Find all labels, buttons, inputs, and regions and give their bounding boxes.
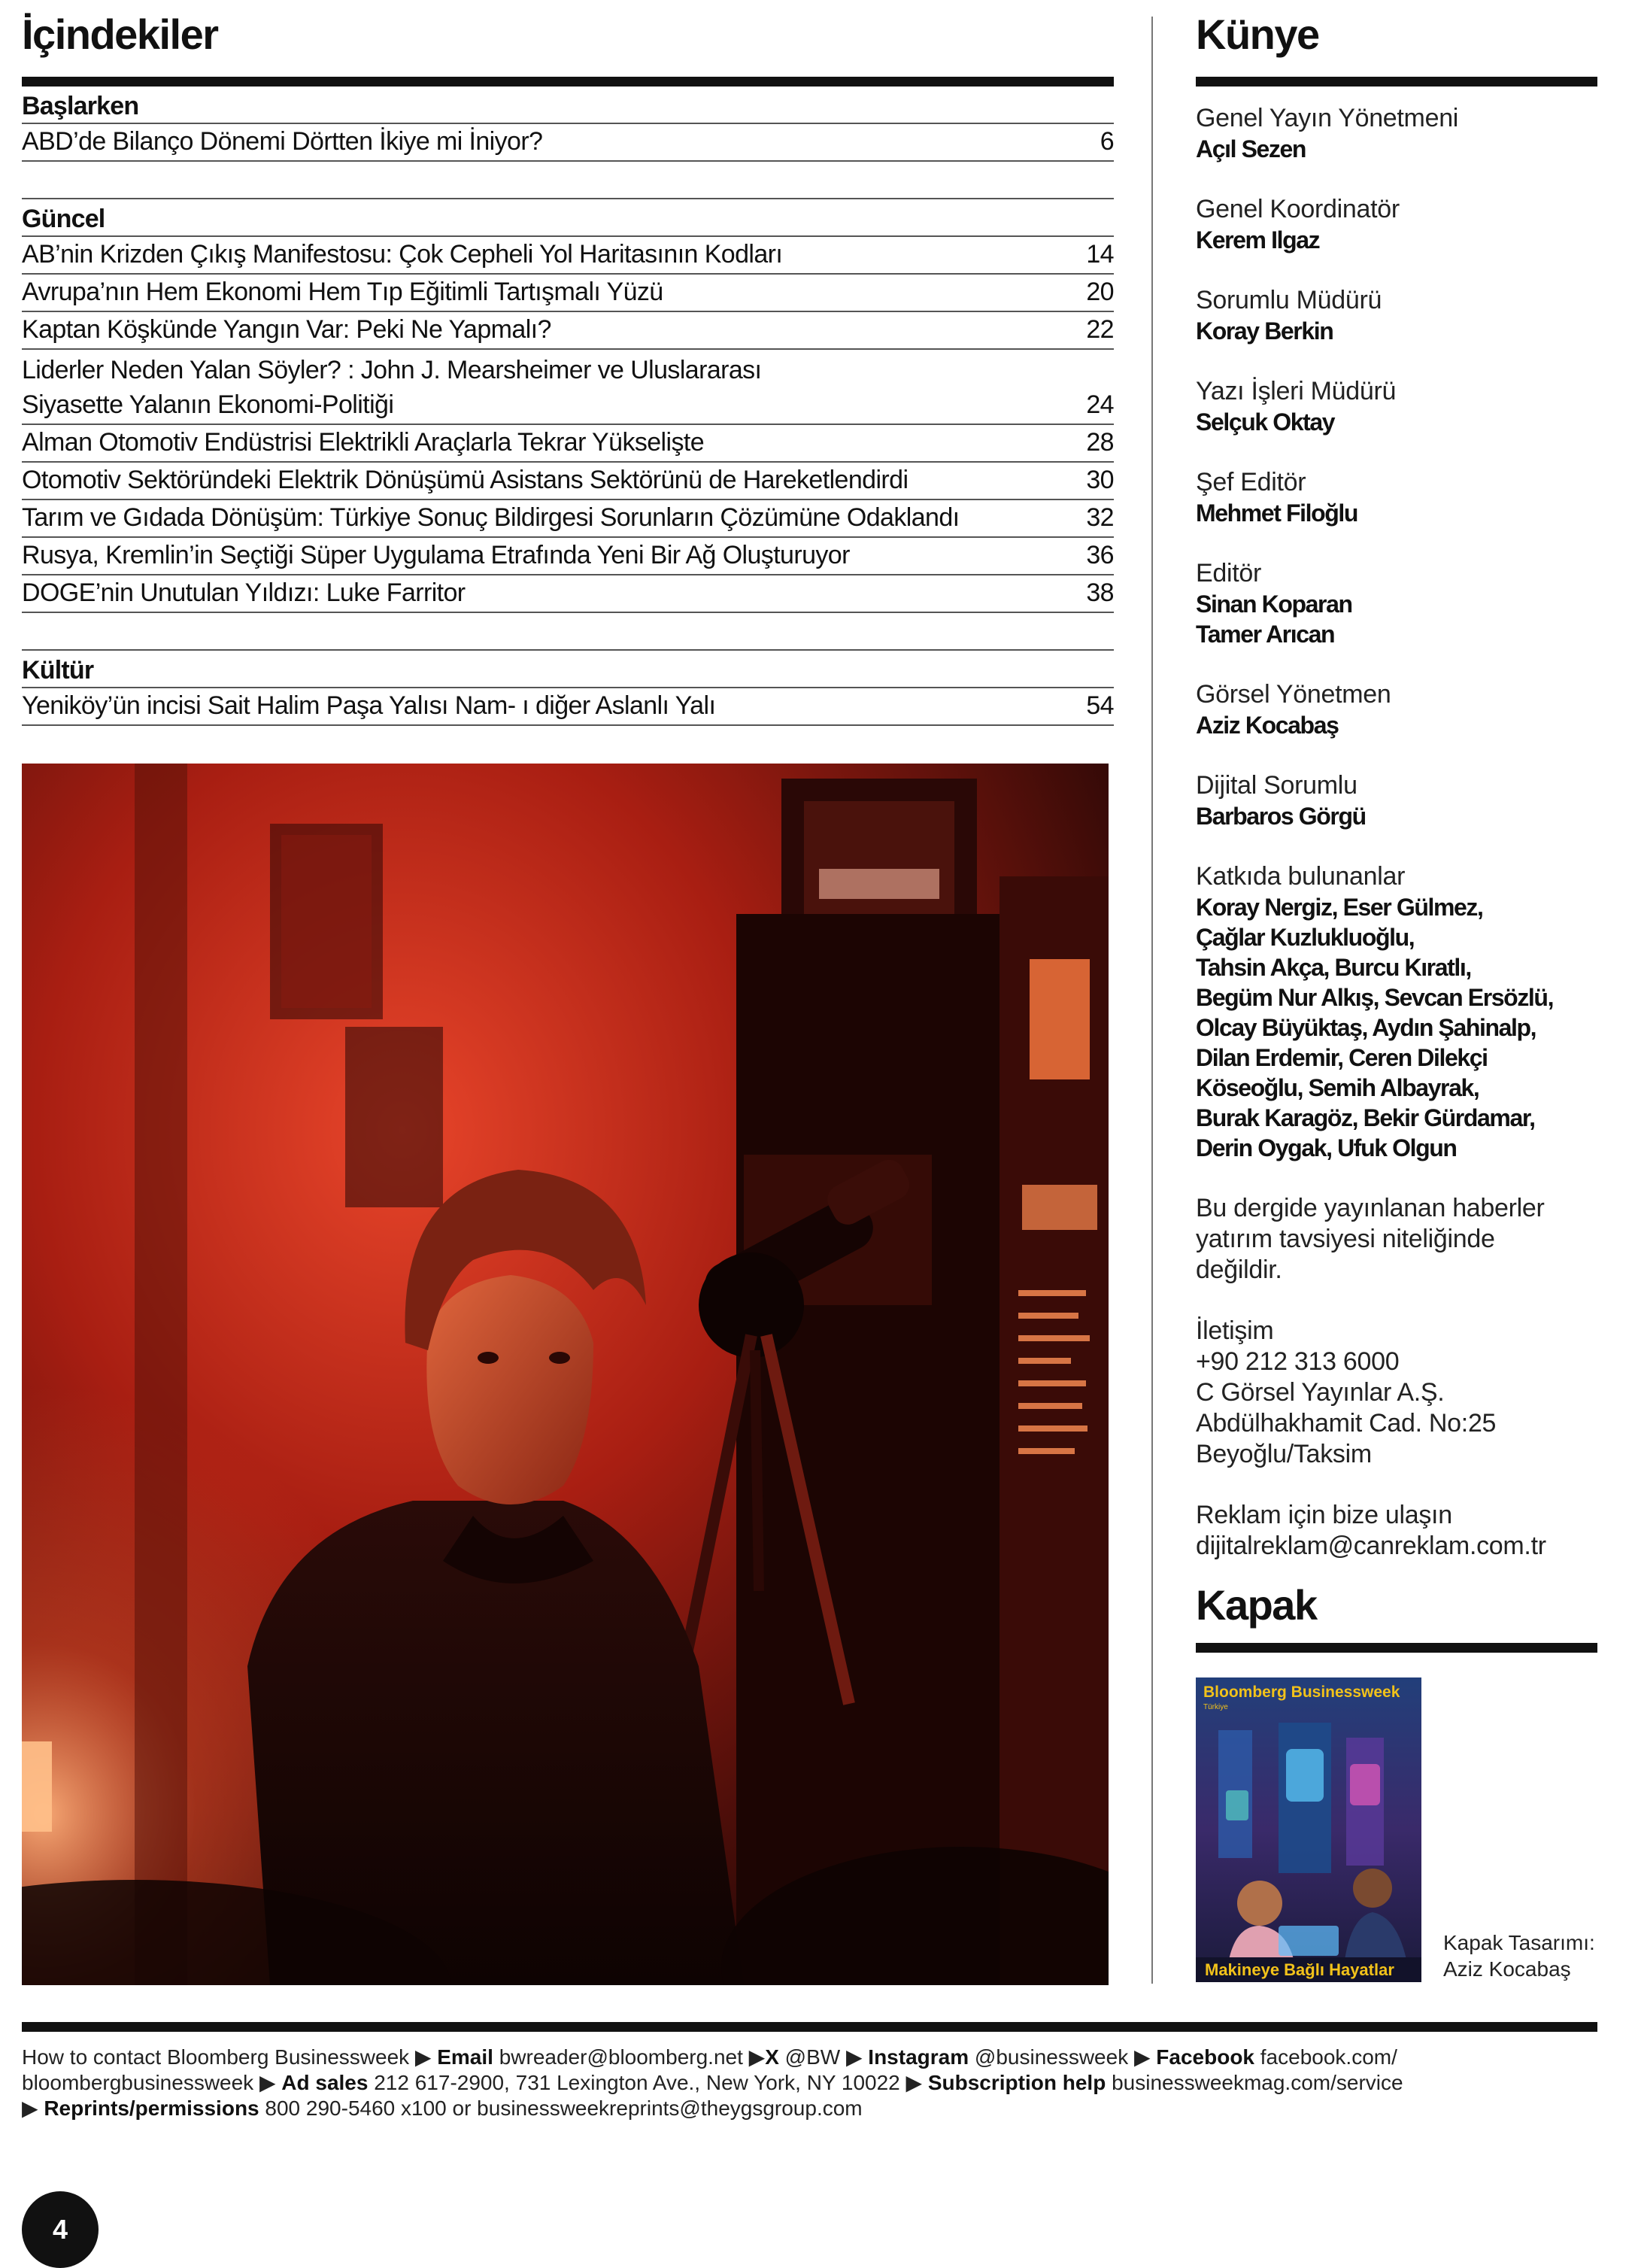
toc-entry-title	[22, 353, 1069, 422]
ads-info	[1196, 1500, 1597, 1562]
toc-entry-page: 20	[1086, 278, 1114, 306]
contact-intro: How to contact Bloomberg Businessweek ▶	[22, 2045, 438, 2069]
staff-name: Barbaros Görgü	[1196, 803, 1366, 830]
toc-entry-page: 32	[1086, 503, 1114, 532]
staff-entry	[1196, 103, 1597, 164]
section-heading-guncel: Güncel	[22, 199, 1114, 237]
contact-line-2	[22, 2070, 1597, 2096]
contact-line-3	[22, 2096, 1597, 2121]
subscription-label: Subscription help	[927, 2071, 1106, 2094]
cover-credit-name: Aziz Kocabaş	[1443, 1957, 1571, 1981]
toc-entry-page: 30	[1086, 466, 1114, 494]
section-heading-baslarken: Başlarken	[22, 87, 1114, 124]
contributors-line: Koray Nergiz, Eser Gülmez,	[1196, 894, 1483, 921]
contact-phone[interactable]: +90 212 313 6000	[1196, 1347, 1400, 1376]
contact-label: İletişim	[1196, 1316, 1274, 1345]
feature-photo	[22, 764, 1109, 1985]
ads-label: Reklam için bize ulaşın	[1196, 1501, 1452, 1529]
staff-entry	[1196, 194, 1597, 255]
column-divider	[1151, 17, 1153, 1984]
toc-entry-page: 6	[1100, 127, 1114, 156]
contributors-line: Köseoğlu, Semih Albayrak,	[1196, 1074, 1479, 1101]
cover-credit-label: Kapak Tasarımı:	[1443, 1931, 1595, 1954]
toc-entry-page: 14	[1086, 240, 1114, 269]
instagram-link[interactable]: @businessweek ▶	[969, 2045, 1157, 2069]
disclaimer-line: yatırım tavsiyesi niteliğinde	[1196, 1225, 1495, 1253]
staff-role: Şef Editör	[1196, 468, 1306, 496]
cover-brand-text: Bloomberg Businessweek	[1203, 1684, 1400, 1701]
staff-entry	[1196, 285, 1597, 346]
staff-entry	[1196, 558, 1597, 649]
toc-entry-title: Otomotiv Sektöründeki Elektrik Dönüşümü Asistans Sektörünü de Hareketlendirdi	[22, 466, 909, 494]
contributors-label: Katkıda bulunanlar	[1196, 862, 1406, 891]
imprint-title-rule	[1196, 77, 1597, 87]
contributors-line: Dilan Erdemir, Ceren Dilekçi	[1196, 1044, 1488, 1071]
staff-name: Açıl Sezen	[1196, 135, 1306, 162]
cover-headline-text: Makineye Bağlı Hayatlar	[1205, 1960, 1394, 1979]
disclaimer-line: Bu dergide yayınlanan haberler	[1196, 1194, 1545, 1222]
staff-role: Yazı İşleri Müdürü	[1196, 377, 1397, 405]
facebook-link-cont[interactable]: bloombergbusinessweek ▶	[22, 2071, 282, 2094]
reprints-label: Reprints/permissions	[44, 2096, 259, 2120]
staff-name: Aziz Kocabaş	[1196, 712, 1339, 739]
disclaimer	[1196, 1193, 1597, 1286]
cover-credit	[1443, 1929, 1595, 1982]
section-divider	[22, 162, 1114, 199]
staff-name: Mehmet Filoğlu	[1196, 499, 1358, 527]
cover-title-rule	[1196, 1643, 1597, 1653]
toc-entry[interactable]	[22, 688, 1114, 726]
facebook-label: Facebook	[1156, 2045, 1254, 2069]
staff-entry	[1196, 376, 1597, 437]
staff-name: Koray Berkin	[1196, 317, 1333, 345]
ad-sales-value: 212 617-2900, 731 Lexington Ave., New York, NY 10022 ▶	[368, 2071, 928, 2094]
imprint-title: Künye	[1196, 11, 1319, 58]
toc-entry[interactable]	[22, 350, 1114, 425]
toc-entry-title: DOGE’nin Unutulan Yıldızı: Luke Farritor	[22, 578, 466, 607]
imprint	[1196, 8, 1597, 1653]
toc-entry-title: ABD’de Bilanço Dönemi Dörtten İkiye mi İniyor?	[22, 127, 543, 156]
toc-entry-page: 54	[1086, 691, 1114, 720]
ad-sales-label: Ad sales	[281, 2071, 369, 2094]
contributors-line: Çağlar Kuzlukluoğlu,	[1196, 924, 1415, 951]
x-handle-link[interactable]: @BW ▶	[778, 2045, 869, 2069]
toc-entry[interactable]	[22, 124, 1114, 162]
staff-entry	[1196, 770, 1597, 831]
toc-entry-title: Tarım ve Gıdada Dönüşüm: Türkiye Sonuç Bildirgesi Sorunların Çözümüne Odaklandı	[22, 503, 960, 532]
contact-line: C Görsel Yayınlar A.Ş.	[1196, 1378, 1445, 1407]
x-label: X	[765, 2045, 779, 2069]
staff-role: Görsel Yönetmen	[1196, 680, 1391, 709]
toc-entry-title-line1: Liderler Neden Yalan Söyler? : John J. Mearsheimer ve Uluslararası	[22, 356, 762, 384]
reprints-value: 800 290-5460 x100 or businessweekreprints@theygsgroup.com	[259, 2096, 863, 2120]
toc-entry-page: 24	[1086, 390, 1114, 419]
staff-entry	[1196, 679, 1597, 740]
contributors	[1196, 861, 1597, 1163]
arrow-icon: ▶	[22, 2096, 44, 2120]
staff-name: Kerem Ilgaz	[1196, 226, 1320, 254]
disclaimer-line: değildir.	[1196, 1255, 1282, 1284]
email-link[interactable]: bwreader@bloomberg.net ▶	[493, 2045, 766, 2069]
section-divider	[22, 613, 1114, 651]
toc-entry[interactable]	[22, 538, 1114, 575]
footer-rule	[22, 2022, 1597, 2032]
toc-entry-page: 22	[1086, 315, 1114, 344]
staff-name: Selçuk Oktay	[1196, 408, 1335, 436]
section-heading-kultur: Kültür	[22, 651, 1114, 688]
toc-entry-title-line2: Siyasette Yalanın Ekonomi-Politiği	[22, 390, 394, 419]
facebook-link[interactable]: facebook.com/	[1254, 2045, 1397, 2069]
contributors-line: Olcay Büyüktaş, Aydın Şahinalp,	[1196, 1014, 1536, 1041]
toc-entry-page: 28	[1086, 428, 1114, 457]
toc-entry[interactable]	[22, 312, 1114, 350]
contact-line-1	[22, 2045, 1597, 2070]
toc-entry-title: AB’nin Krizden Çıkış Manifestosu: Çok Cepheli Yol Haritasının Kodları	[22, 240, 783, 269]
toc-entry-title: Rusya, Kremlin’in Seçtiği Süper Uygulama Etrafında Yeni Bir Ağ Oluşturuyor	[22, 541, 850, 569]
toc-entry[interactable]	[22, 575, 1114, 613]
toc-entry[interactable]	[22, 425, 1114, 463]
staff-name: Tamer Arıcan	[1196, 621, 1335, 648]
toc-entry-title: Yeniköy’ün incisi Sait Halim Paşa Yalısı Nam- ı diğer Aslanlı Yalı	[22, 691, 716, 720]
staff-name: Sinan Koparan	[1196, 591, 1352, 618]
contact-info	[1196, 1316, 1597, 1470]
staff-role: Editör	[1196, 559, 1262, 587]
toc-entry-page: 38	[1086, 578, 1114, 607]
subscription-link[interactable]: businessweekmag.com/service	[1106, 2071, 1403, 2094]
cover-edition-text: Türkiye	[1203, 1703, 1228, 1711]
contributors-line: Begüm Nur Alkış, Sevcan Ersözlü,	[1196, 984, 1554, 1011]
toc-title: İçindekiler	[22, 11, 218, 58]
contact-footer	[22, 2045, 1597, 2121]
instagram-label: Instagram	[868, 2045, 969, 2069]
page-number-badge: 4	[22, 2191, 99, 2268]
toc-entry-title: Alman Otomotiv Endüstrisi Elektrikli Araçlarla Tekrar Yükselişte	[22, 428, 705, 457]
cover-section-title: Kapak	[1196, 1581, 1317, 1629]
toc-entry[interactable]	[22, 500, 1114, 538]
staff-role: Dijital Sorumlu	[1196, 771, 1357, 800]
staff-role: Genel Koordinatör	[1196, 195, 1400, 223]
toc-entry-page: 36	[1086, 541, 1114, 569]
toc-entry-title: Avrupa’nın Hem Ekonomi Hem Tıp Eğitimli Tartışmalı Yüzü	[22, 278, 663, 306]
contact-line: Abdülhakhamit Cad. No:25	[1196, 1409, 1497, 1438]
toc-entry[interactable]	[22, 463, 1114, 500]
toc-entry[interactable]	[22, 237, 1114, 275]
toc-entry-title: Kaptan Köşkünde Yangın Var: Peki Ne Yapmalı?	[22, 315, 551, 344]
cover-thumbnail[interactable]	[1196, 1677, 1421, 1982]
table-of-contents	[22, 8, 1114, 726]
staff-entry	[1196, 467, 1597, 528]
toc-title-rule	[22, 77, 1114, 87]
staff-role: Sorumlu Müdürü	[1196, 286, 1382, 314]
email-label: Email	[437, 2045, 493, 2069]
contributors-line: Burak Karagöz, Bekir Gürdamar,	[1196, 1104, 1535, 1131]
contributors-line: Derin Oygak, Ufuk Olgun	[1196, 1134, 1457, 1161]
toc-entry[interactable]	[22, 275, 1114, 312]
contributors-line: Tahsin Akça, Burcu Kıratlı,	[1196, 954, 1471, 981]
staff-role: Genel Yayın Yönetmeni	[1196, 104, 1459, 132]
ads-email-link[interactable]: dijitalreklam@canreklam.com.tr	[1196, 1532, 1546, 1560]
contact-line: Beyoğlu/Taksim	[1196, 1440, 1372, 1468]
